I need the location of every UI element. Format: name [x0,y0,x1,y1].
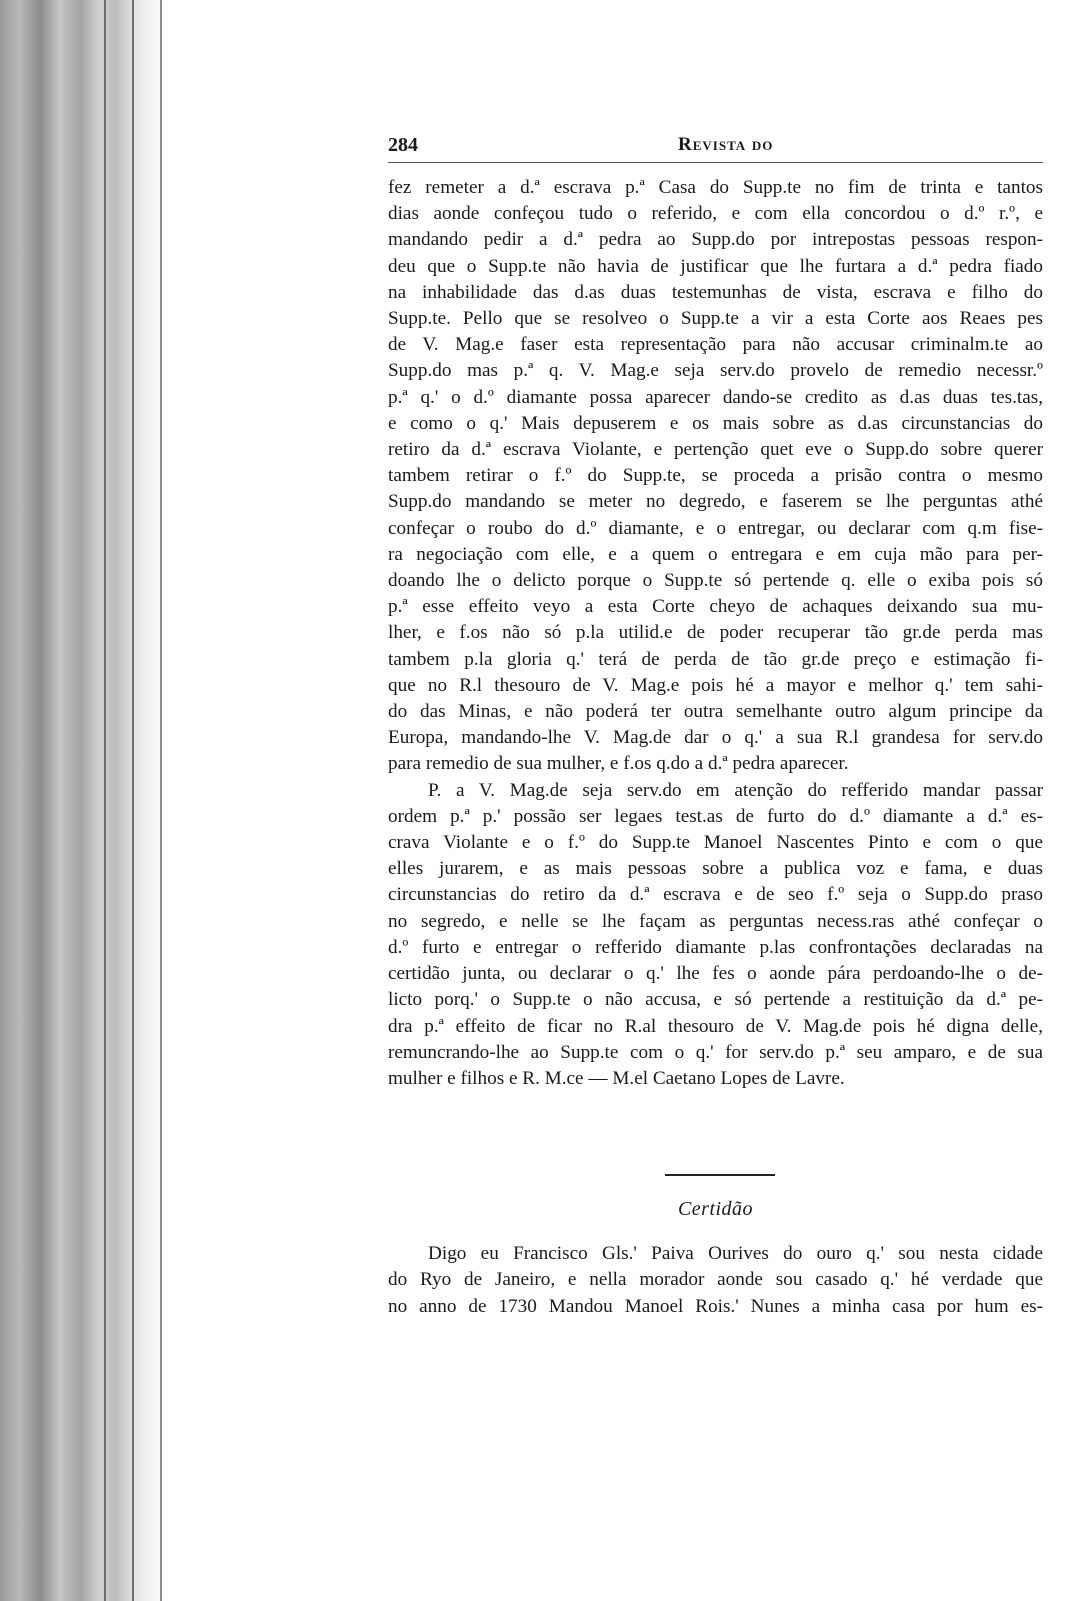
text-line: Supp.do mandando se meter no degredo, e faserem se lhe perguntas athé [388,491,1043,513]
text-line: tambem p.la gloria q.' terá de perda de tão gr.de preço e estimação fi- [388,648,1043,670]
text-line: Supp.te. Pello que se resolveo o Supp.te a vir a esta Corte aos Reaes pes [388,308,1043,330]
section-title: Certidão [677,1198,754,1221]
text-line: deu que o Supp.te não havia de justificar que lhe furtara a d.ª pedra fiado [388,255,1043,277]
text-line: do Ryo de Janeiro, e nella morador aonde sou casado q.' hé verdade que [388,1269,1043,1291]
page-number: 284 [388,134,418,156]
binding-crease-line [132,0,134,1601]
text-line: dra p.ª effeito de ficar no R.al thesouro de V. Mag.de pois hé digna delle, [388,1015,1043,1037]
text-line: mandando pedir a d.ª pedra ao Supp.do por intrepostas pessoas respon- [388,229,1043,251]
text-line: licto porq.' o Supp.te o não accusa, e só pertende a restituição da d.ª pe- [388,989,1043,1011]
text-line: p.ª esse effeito veyo a esta Corte cheyo de achaques deixando sua mu- [388,596,1043,618]
text-line: de V. Mag.e faser esta representação para não accusar criminalm.te ao [388,334,1043,356]
running-head [388,128,1043,163]
text-line: ordem p.ª p.' possão ser legaes test.as de furto do d.º diamante a d.ª es- [388,805,1043,827]
text-line: d.º furto e entregar o refferido diamante p.las confrontações declaradas na [388,936,1043,958]
text-line: Supp.do mas p.ª q. V. Mag.e seja serv.do provelo de remedio necessr.º [388,360,1043,382]
text-line: confeçar o roubo do d.º diamante, e o entregar, ou declarar com q.m fise- [388,517,1043,539]
text-line: certidão junta, ou declarar o q.' lhe fes o aonde pára perdoando-lhe o de- [388,963,1043,985]
text-line: retiro da d.ª escrava Violante, e pertenção quet eve o Supp.do sobre querer [388,439,1043,461]
document-page [388,128,1043,1320]
binding-crease-line [160,0,162,1601]
book-binding-edge [0,0,170,1601]
journal-title: Revista do [678,134,774,155]
text-line: lher, e f.os não só p.la utilid.e de poder recuperar tão gr.de perda mas [388,622,1043,644]
paragraph-request [388,778,1043,1092]
text-line: no anno de 1730 Mandou Manoel Rois.' Nunes a minha casa por hum es- [388,1295,1043,1317]
text-line: tambem retirar o f.º do Supp.te, se proceda a prisão contra o mesmo [388,465,1043,487]
text-line: doando lhe o delicto porque o Supp.te só pertende q. elle o exiba pois só [388,570,1043,592]
text-line: Digo eu Francisco Gls.' Paiva Ourives do ouro q.' sou nesta cidade [428,1243,1043,1265]
text-line: para remedio de sua mulher, e f.os q.do a d.ª pedra aparecer. [388,753,849,775]
text-line: elles jurarem, e as mais pessoas sobre a publica voz e fama, e duas [388,858,1043,880]
paragraph-petition [388,175,1043,778]
text-line: no segredo, e nelle se lhe façam as perguntas necess.ras athé confeçar o [388,910,1043,932]
text-line: dias aonde confeçou tudo o referido, e com ella concordou o d.º r.º, e [388,203,1043,225]
text-line: e como o q.' Mais depuserem e os mais sobre as d.as circunstancias do [388,412,1043,434]
text-line: fez remeter a d.ª escrava p.ª Casa do Supp.te no fim de trinta e tantos [388,177,1043,198]
text-line: do das Minas, e não poderá ter outra semelhante outro algum principe da [388,701,1043,723]
text-line: que no R.l thesouro de V. Mag.e pois hé a mayor e melhor q.' tem sahi- [388,674,1043,696]
binding-crease-line [104,0,106,1601]
text-line: ra negociação com elle, e a quem o entregara e em cuja mão para per- [388,543,1043,565]
text-line: P. a V. Mag.de seja serv.do em atenção do refferido mandar passar [428,779,1043,801]
text-line: mulher e filhos e R. M.ce — M.el Caetano Lopes de Lavre. [388,1067,845,1089]
paragraph-certidao [388,1241,1043,1320]
text-line: na inhabilidade das d.as duas testemunhas de vista, escrava e filho do [388,281,1043,303]
text-line: p.ª q.' o d.º diamante possa aparecer dando-se credito as d.as duas tes.tas, [388,386,1043,408]
text-line: Europa, mandando-lhe V. Mag.de dar o q.' a sua R.l grandesa for serv.do [388,727,1043,749]
text-line: circunstancias do retiro da d.ª escrava e de seo f.º seja o Supp.do praso [388,884,1043,906]
text-line: remuncrando-lhe ao Supp.te com o q.' for serv.do p.ª seu amparo, e de sua [388,1041,1043,1063]
text-line: crava Violante e o f.º do Supp.te Manoel Nascentes Pinto e com o que [388,832,1043,854]
section-divider-rule [665,1174,775,1176]
